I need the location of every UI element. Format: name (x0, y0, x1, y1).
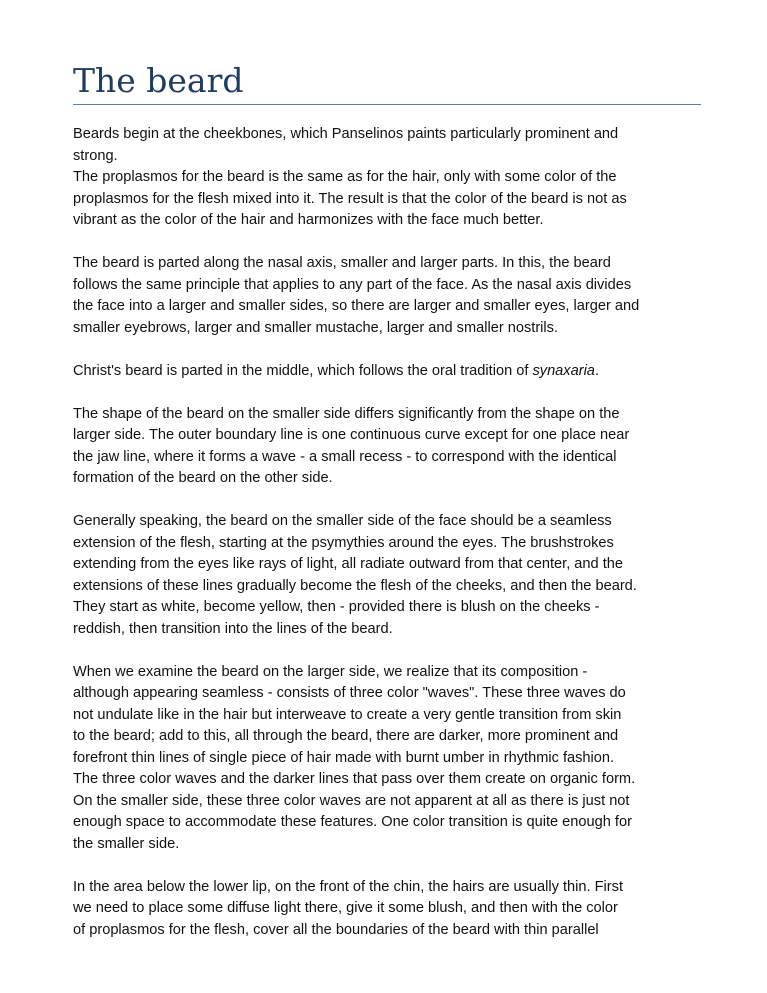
paragraph-christs-beard (73, 361, 713, 383)
italic-term: synaxaria (532, 362, 595, 379)
text-line: extensions of these lines gradually become the flesh of the cheeks, and then the beard. (73, 577, 637, 594)
text-line: Generally speaking, the beard on the smaller side of the face should be a seamless (73, 513, 612, 529)
text-line: On the smaller side, these three color waves are not apparent at all as there is just not (73, 792, 630, 809)
text-segment: Christ's beard is parted in the middle, which follows the oral tradition of (73, 362, 533, 379)
title-underline (73, 104, 701, 105)
text-line: extension of the flesh, starting at the psymythies around the eyes. The brushstrokes (73, 534, 614, 551)
text-line: forefront thin lines of single piece of hair made with burnt umber in rhythmic fashion. (73, 749, 615, 766)
text-line: we need to place some diffuse light there, give it some blush, and then with the color (73, 900, 618, 916)
text-line: reddish, then transition into the lines of the beard. (73, 620, 393, 637)
text-line: not undulate like in the hair but interweave to create a very gentle transition from skin (73, 706, 622, 723)
text-line: When we examine the beard on the larger side, we realize that its composition - (73, 663, 588, 680)
text-line: The three color waves and the darker lines that pass over them create on organic form. (73, 771, 636, 787)
page-title: The beard (73, 61, 244, 100)
document-body (73, 124, 713, 963)
text-line: larger side. The outer boundary line is one continuous curve except for one place near (73, 427, 630, 443)
text-line: follows the same principle that applies to any part of the face. As the nasal axis divides (73, 276, 632, 293)
text-line: the smaller side. (73, 835, 180, 852)
text-line: although appearing seamless - consists of three color "waves". These three waves do (73, 685, 626, 701)
paragraph-seamless-extension (73, 511, 713, 640)
text-line: enough space to accommodate these features. One color transition is quite enough for (73, 814, 632, 830)
text-line: strong. (73, 147, 118, 164)
text-line (73, 361, 713, 383)
text-line: extending from the eyes like rays of light, all radiate outward from that center, and the (73, 556, 623, 572)
text-line: They start as white, become yellow, then - provided there is blush on the cheeks - (73, 599, 600, 615)
paragraph-below-lower-lip (73, 877, 713, 942)
text-line: to the beard; add to this, all through the beard, there are darker, more prominent and (73, 728, 619, 744)
text-line: The shape of the beard on the smaller side differs significantly from the shape on the (73, 405, 620, 422)
paragraph-larger-side-waves (73, 662, 713, 856)
text-line: The proplasmos for the beard is the same as for the hair, only with some color of the (73, 169, 617, 185)
paragraph-beards-begin (73, 124, 713, 232)
text-line: Beards begin at the cheekbones, which Panselinos paints particularly prominent and (73, 126, 619, 142)
text-line: In the area below the lower lip, on the front of the chin, the hairs are usually thin. First (73, 878, 623, 895)
text-line: formation of the beard on the other side. (73, 470, 333, 486)
text-line: proplasmos for the flesh mixed into it. The result is that the color of the beard is not as (73, 190, 627, 207)
text-line: the jaw line, where it forms a wave - a small recess - to correspond with the identical (73, 448, 617, 465)
paragraph-nasal-axis (73, 253, 713, 339)
text-line: the face into a larger and smaller sides, so there are larger and smaller eyes, larger and (73, 298, 640, 314)
text-line: of proplasmos for the flesh, cover all the boundaries of the beard with thin parallel (73, 921, 599, 938)
text-line: The beard is parted along the nasal axis, smaller and larger parts. In this, the beard (73, 255, 611, 271)
paragraph-shape-smaller-side (73, 404, 713, 490)
text-line: vibrant as the color of the hair and harmonizes with the face much better. (73, 212, 544, 228)
text-segment: . (594, 362, 599, 379)
text-line: smaller eyebrows, larger and smaller mustache, larger and smaller nostrils. (73, 319, 559, 336)
